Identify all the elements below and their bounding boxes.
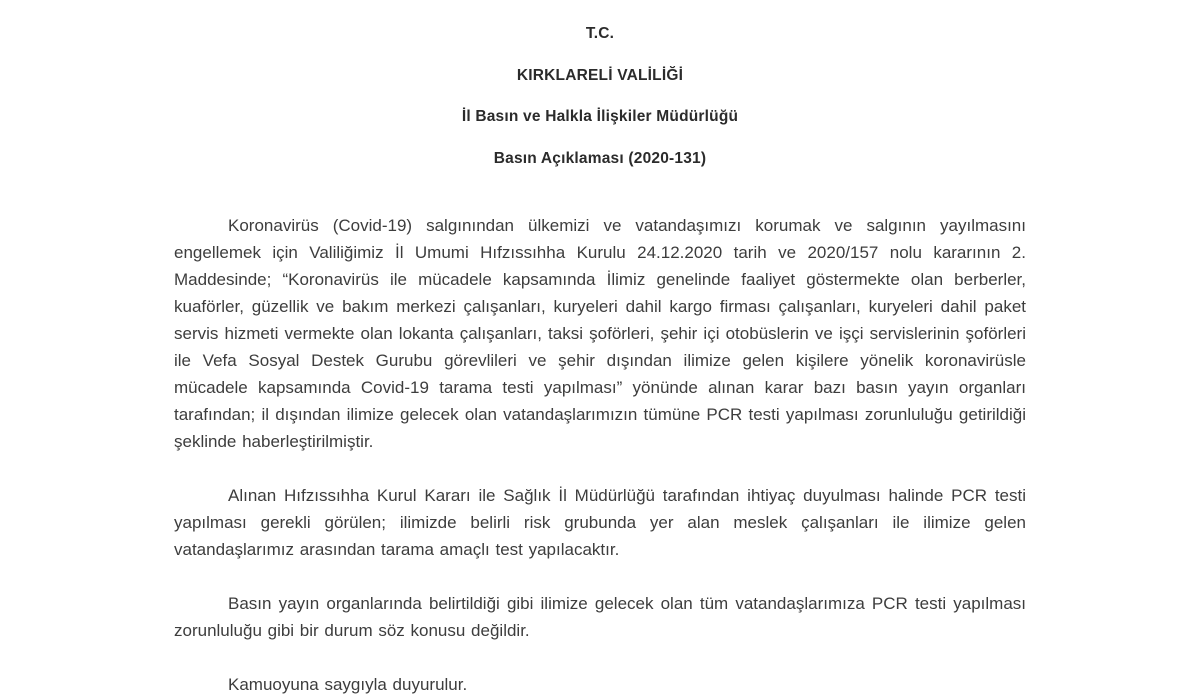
header-department: İl Basın ve Halkla İlişkiler Müdürlüğü: [461, 108, 739, 125]
document-body: [174, 212, 1026, 698]
paragraph-denial-statement: Basın yayın organlarında belirtildiği gibi ilimize gelecek olan tüm vatandaşlarımıza PCR testi yapılması zorunluluğu gibi bir durum söz konusu değildir.: [174, 594, 1026, 640]
header-state-abbr: T.C.: [585, 25, 615, 42]
header-doc-title: Basın Açıklaması (2020-131): [493, 149, 707, 167]
paragraph-announcement-context: Koronavirüs (Covid-19) salgınından ülkemizi ve vatandaşımızı korumak ve salgının yayılmasını engellemek için Valiliğimiz İl Umumi Hıfzıssıhha Kurulu 24.12.2020 tarih ve 2020/157 nolu kararının 2. Maddesinde; “Koronavirüs ile mücadele kapsamında İlimiz genelinde faaliyet göstermekte olan berberler, kuaförler, güzellik ve bakım merkezi çalışanları, kuryeleri dahil kargo firması çalışanları, kuryeleri dahil paket servis hizmeti vermekte olan lokanta çalışanları, taksi şoförleri, şehir içi otobüslerin ve işçi servislerinin şoförleri ile Vefa Sosyal Destek Gurubu görevlileri ve şehir dışından ilimize gelen kişilere yönelik koronavirüsle mücadele kapsamında Covid-19 tarama testi yapılması” yönünde alınan karar bazı basın yayın organları tarafından; il dışından ilimize gelecek olan vatandaşlarımızın tümüne PCR testi yapılması zorunluluğu getirildiği şeklinde haberleştirilmiştir.: [174, 216, 1026, 451]
document-header: [0, 0, 1200, 166]
header-institution: KIRKLARELİ VALİLİĞİ: [516, 66, 684, 84]
paragraph-closing-statement: Kamuoyuna saygıyla duyurulur.: [228, 675, 468, 694]
paragraph-clarification-testing: Alınan Hıfzıssıhha Kurul Kararı ile Sağlık İl Müdürlüğü tarafından ihtiyaç duyulması halinde PCR testi yapılması gerekli görülen; ilimizde belirli risk grubunda yer alan meslek çalışanları ile ilimize gelen vatandaşlarımız arasından tarama amaçlı test yapılacaktır.: [174, 486, 1026, 559]
